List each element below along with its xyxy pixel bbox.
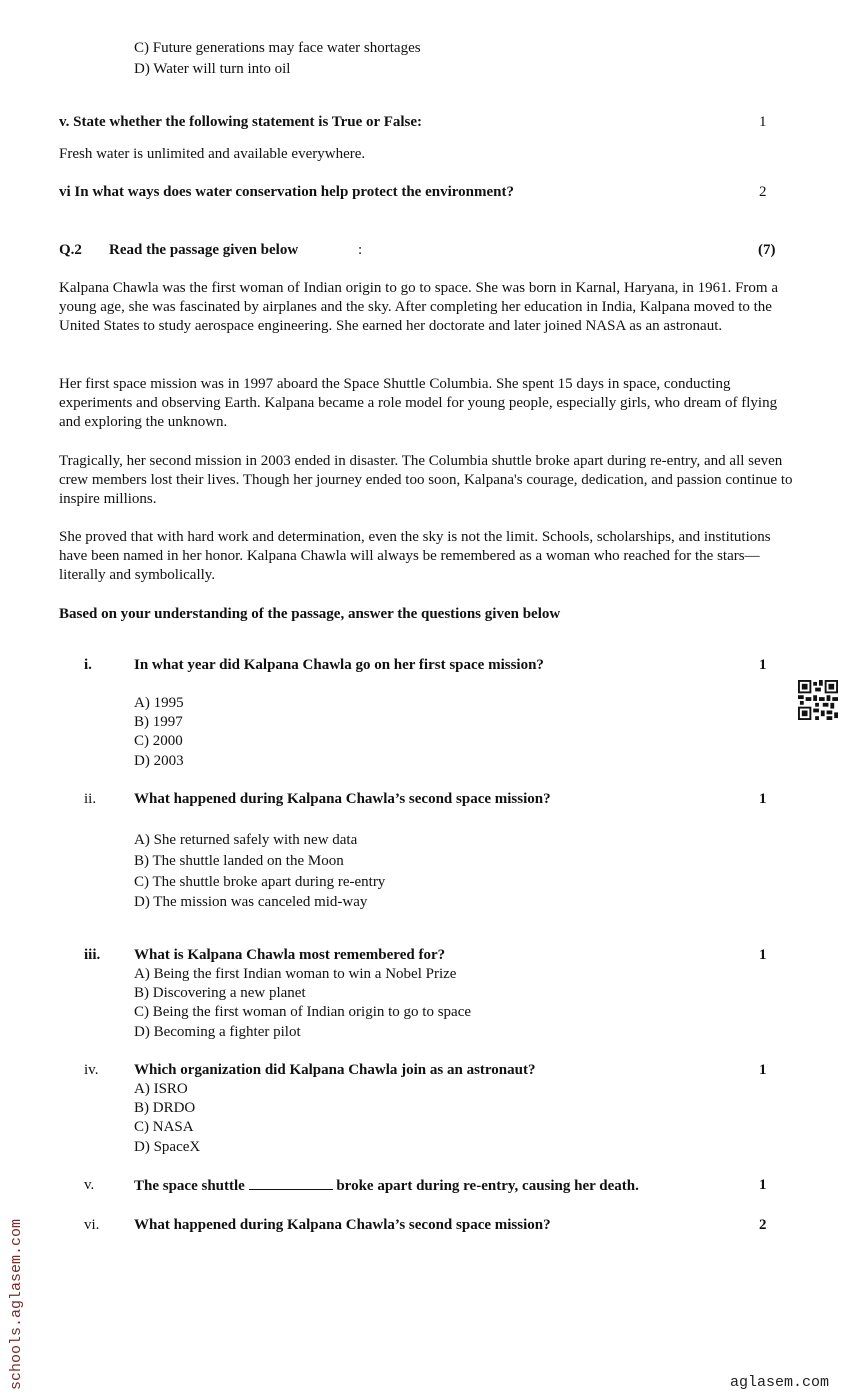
option: D) Becoming a fighter pilot	[134, 1024, 301, 1040]
passage-paragraph: Kalpana Chawla was the first woman of Indian origin to go to space. She was born in Karnal, Haryana, in 1961. From a young age, she was fascinated by airplanes and the sky. After completing her education in India, Kalpana moved to the United States to study aerospace engineering. She earned her doctorate and later joined NASA as an astronaut.	[59, 280, 778, 335]
statement: Fresh water is unlimited and available everywhere.	[59, 146, 366, 162]
option: D) SpaceX	[134, 1139, 201, 1155]
passage-paragraph: Her first space mission was in 1997 aboard the Space Shuttle Columbia. She spent 15 days in space, conducting experiments and observing Earth. Kalpana became a role model for young people, especially girls, who dream of flying and exploring the unknown.	[59, 376, 778, 431]
option: C) NASA	[134, 1119, 194, 1135]
question-number: iv.	[84, 1062, 99, 1078]
question-number: iii.	[84, 947, 101, 963]
qr-code-icon	[798, 680, 838, 720]
option: B) 1997	[134, 714, 183, 730]
option: C) Being the first woman of Indian origin to go to space	[134, 1004, 472, 1020]
marks: 1	[759, 947, 767, 963]
option: C) The shuttle broke apart during re-entry	[134, 874, 386, 890]
colon: :	[358, 242, 363, 258]
marks: 1	[759, 1062, 767, 1078]
fill-in-blank	[249, 1177, 333, 1190]
option: B) DRDO	[134, 1100, 196, 1116]
section-marks: (7)	[758, 242, 776, 258]
option: A) ISRO	[134, 1081, 188, 1097]
passage-paragraph: She proved that with hard work and determination, even the sky is not the limit. Schools, scholarships, and institutions have been named in her honor. Kalpana Chawla will always be remembered as a woman who reached for the stars—literally and symbolically.	[59, 529, 771, 584]
passage-paragraph: Tragically, her second mission in 2003 ended in disaster. The Columbia shuttle broke apart during re-entry, and all seven crew members lost their lives. Though her journey ended too soon, Kalpana's courage, dedication, and passion continue to inspire millions.	[59, 453, 793, 508]
option: A) Being the first Indian woman to win a Nobel Prize	[134, 966, 457, 982]
question-text: In what year did Kalpana Chawla go on her first space mission?	[134, 657, 544, 673]
question-v-label: v. State whether the following statement is True or False:	[59, 114, 423, 130]
question-text-before: The space shuttle	[134, 1178, 245, 1194]
marks: 1	[759, 1177, 767, 1193]
question-number: Q.2	[59, 242, 82, 258]
question-number: ii.	[84, 791, 97, 807]
marks: 1	[759, 657, 767, 673]
question-number: i.	[84, 657, 92, 673]
footer-watermark: aglasem.com	[730, 1374, 830, 1391]
question-number: v.	[84, 1177, 95, 1193]
question-text: What is Kalpana Chawla most remembered for?	[134, 947, 446, 963]
option: C) 2000	[134, 733, 183, 749]
question-text	[134, 1177, 639, 1195]
marks: 1	[759, 114, 767, 130]
instruction: Based on your understanding of the passage, answer the questions given below	[59, 606, 561, 622]
side-watermark: schools.aglasem.com	[8, 1218, 25, 1390]
question-text-after: broke apart during re-entry, causing her death.	[336, 1178, 639, 1194]
option: B) Discovering a new planet	[134, 985, 306, 1001]
marks: 2	[759, 1217, 767, 1233]
option: C) Future generations may face water shortages	[134, 40, 421, 56]
question-text: What happened during Kalpana Chawla’s second space mission?	[134, 1217, 551, 1233]
option: D) The mission was canceled mid-way	[134, 894, 368, 910]
option: B) The shuttle landed on the Moon	[134, 853, 344, 869]
question-number: vi.	[84, 1217, 100, 1233]
marks: 2	[759, 184, 767, 200]
question-text: Which organization did Kalpana Chawla join as an astronaut?	[134, 1062, 536, 1078]
marks: 1	[759, 791, 767, 807]
option: D) Water will turn into oil	[134, 61, 291, 77]
section-title: Read the passage given below	[109, 242, 299, 258]
question-vi-label: vi In what ways does water conservation help protect the environment?	[59, 184, 514, 200]
question-text: What happened during Kalpana Chawla’s second space mission?	[134, 791, 551, 807]
option: A) She returned safely with new data	[134, 832, 358, 848]
option: A) 1995	[134, 695, 184, 711]
option: D) 2003	[134, 753, 184, 769]
